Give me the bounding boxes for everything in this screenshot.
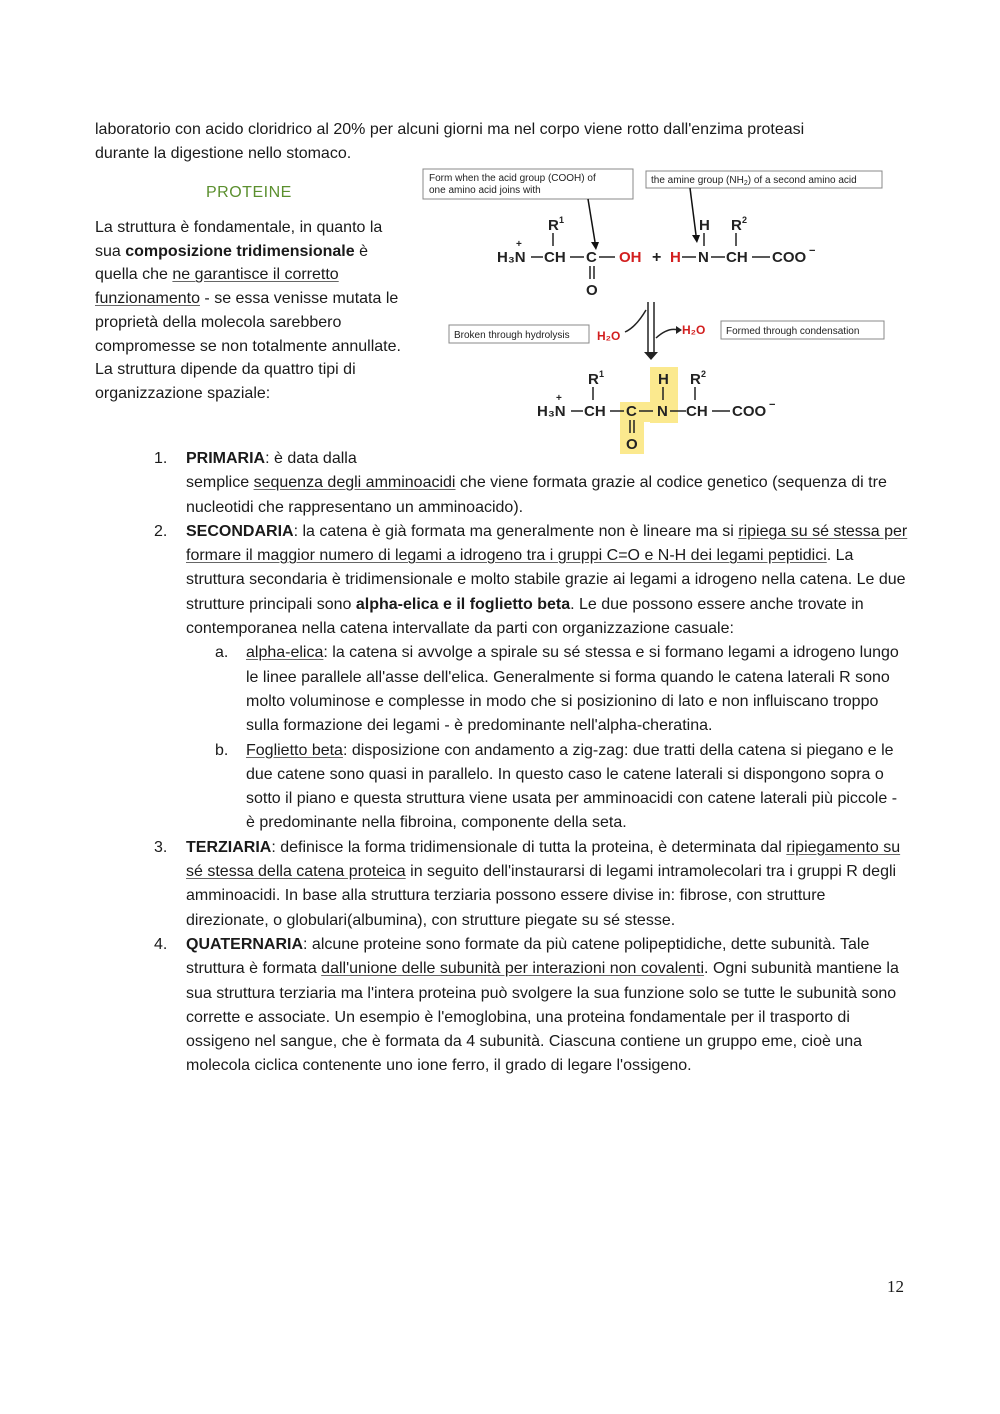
svg-text:CH: CH (686, 403, 708, 420)
svg-text:1: 1 (599, 369, 605, 379)
side-text-1: La struttura è fondamentale, in quanto la sua (95, 219, 383, 260)
list-text: . La struttura secondaria è tridimensionale e molto stabile grazie ai legami a idrogeno nella catena. Le due strutture principali sono (186, 547, 906, 613)
water-left: H₂O (597, 329, 621, 343)
svg-text:H: H (658, 371, 669, 388)
page-number: 12 (887, 1277, 904, 1296)
underlined-text: dall'unione delle subunità per interazioni non covalenti (321, 960, 705, 978)
svg-text:+: + (516, 239, 522, 250)
side-underline-1: ne garantisce il corretto funzionamento (95, 266, 339, 308)
svg-text:+: + (556, 393, 562, 404)
underlined-text: alpha-elica (246, 644, 324, 662)
structure-title: SECONDARIA (186, 522, 294, 540)
svg-text:H₃N: H₃N (537, 403, 566, 420)
svg-text:R: R (548, 217, 559, 234)
condensation-label-box (721, 321, 884, 339)
sublist-letter: a. (215, 644, 229, 662)
list-item-quaternaria (95, 933, 910, 1079)
svg-text:C: C (586, 249, 597, 266)
svg-text:R: R (690, 371, 701, 388)
sublist-letter: b. (215, 741, 229, 759)
side-text-3: - se essa venisse mutata le proprietà della molecola sarebbero compromesse se non totalmente annullate. La struttura dipende da quattro tipi di organizzazione spaziale: (95, 290, 401, 402)
list-item-terziaria (95, 836, 910, 933)
list-text: : la catena è già formata ma generalmente non è lineare ma si (293, 522, 739, 540)
side-bold-1: composizione tridimensionale (125, 242, 355, 260)
reactant-1 (497, 215, 642, 299)
svg-text:−: − (769, 399, 776, 411)
plus-sign: + (652, 249, 662, 266)
svg-text:CH: CH (584, 403, 606, 420)
svg-text:Formed through condensation: Formed through condensation (726, 326, 860, 337)
list-text: in seguito dell'instaurarsi di legami intramolecolari tra i gruppi R degli amminoacidi. In base alla struttura terziaria possono essere divise in: fibrose, con strutture direzionate, o globulari(albumina), con strutture piegate su sé stesse. (186, 863, 897, 929)
equilibrium-arrows-icon (625, 302, 682, 360)
structure-list (95, 447, 910, 1079)
bold-text: alpha-elica e il foglietto beta (355, 595, 571, 613)
side-paragraph (95, 216, 405, 406)
list-number: 3. (154, 838, 168, 856)
list-text: . Ogni subunità mantiene la sua struttura terziaria ma l'intera proteina può svolgere la sua funzione solo se tutte le subunità sono corrette e associate. Un esempio è l'emoglobina, una proteina fondamentale per il trasporto di ossigeno nel sangue, che è formata da 4 subunità. Ciascuna contiene un gruppo eme, cioè una molecola ciclica contenente uno ione ferro, il grado di legare l'ossigeno. (186, 960, 899, 1075)
underlined-text: Foglietto beta (246, 741, 343, 759)
cooh-label-line-2: one amino acid joins with (429, 185, 541, 196)
peptide-bond-diagram (420, 162, 900, 454)
side-text-2: è quella che (95, 242, 368, 284)
structure-title: TERZIARIA (186, 838, 272, 856)
svg-text:R: R (588, 371, 599, 388)
svg-text:H: H (699, 217, 710, 234)
structure-title: PRIMARIA (186, 450, 266, 467)
structure-title: QUATERNARIA (186, 935, 304, 953)
list-text: . Le due possono essere anche trovate in contemporanea nella catena intervallate da parti con organizzazione casuale: (186, 595, 864, 638)
underlined-text: sequenza degli amminoacidi (253, 474, 456, 492)
section-heading: PROTEINE (206, 184, 292, 201)
svg-text:Broken through hydrolysis: Broken through hydrolysis (454, 330, 570, 341)
svg-text:H: H (670, 249, 681, 266)
list-number: 1. (154, 450, 168, 467)
hydrolysis-label-box (449, 325, 589, 343)
cooh-label-box (423, 169, 633, 199)
underlined-text: ripiega su sé stessa per formare il maggior numero di legami a idrogeno tra i gruppi C=O e N-H dei legami peptidici (186, 522, 908, 565)
svg-text:O: O (586, 282, 598, 299)
svg-text:H₃N: H₃N (497, 249, 526, 266)
svg-text:2: 2 (701, 369, 707, 379)
cooh-label-line-1: Form when the acid group (COOH) of (429, 173, 596, 184)
svg-text:CH: CH (726, 249, 748, 266)
svg-text:O: O (626, 436, 638, 453)
underlined-text: ripiegamento su sé stessa della catena proteica (186, 838, 901, 881)
svg-text:COO: COO (772, 249, 807, 266)
svg-text:COO: COO (732, 403, 767, 420)
reactant-2 (670, 215, 815, 266)
list-text: : la catena si avvolge a spirale su sé stessa e si formano legami a idrogeno lungo le linee parallele all'asse dell'elica. Generalmente si forma quando le catena laterali R sono molto voluminose e complesse in modo che si posizionino di lato e non influiscano troppo sulla formazione dei legami - è predominante nell'alpha-cheratina. (246, 644, 899, 735)
svg-text:N: N (698, 249, 709, 266)
list-item-primaria (95, 447, 910, 520)
secondary-sublist (186, 641, 910, 835)
amine-label-box (646, 171, 882, 188)
svg-text:2: 2 (742, 215, 748, 225)
list-item-secondaria (95, 520, 910, 836)
water-right: H₂O (682, 323, 706, 337)
svg-text:C: C (626, 403, 637, 420)
intro-line-2: durante la digestione nello stomaco. (95, 145, 352, 162)
list-text: : disposizione con andamento a zig-zag: due tratti della catena si piegano e le due catene sono quasi in parallelo. In questo caso le catene laterali si dispongono sopra o sotto il piano e questa struttura viene usata per amminoacidi con catene laterali più piccole - è predominante nella fibroina, componente della seta. (246, 741, 898, 832)
sublist-item-beta (186, 739, 910, 836)
svg-text:R: R (731, 217, 742, 234)
svg-text:1: 1 (559, 215, 565, 225)
svg-text:N: N (657, 403, 668, 420)
amine-arrow (690, 188, 696, 235)
svg-text:CH: CH (544, 249, 566, 266)
intro-line-1: laboratorio con acido cloridrico al 20% per alcuni giorni ma nel corpo viene rotto dall'enzima proteasi (95, 121, 805, 138)
list-number: 4. (154, 935, 168, 953)
list-text: : alcune proteine sono formate da più catene polipeptidiche, dette subunità. Tale struttura è formata (186, 935, 870, 978)
cooh-arrow (588, 199, 595, 242)
list-text: : definisce la forma tridimensionale di tutta la proteina, è determinata dal (271, 838, 787, 856)
list-text: che viene formata grazie al codice genetico (sequenza di tre nucleotidi che rappresentano un amminoacido). (186, 474, 887, 516)
amine-label-text: the amine group $(NH_2)$ of a second amino acid (651, 175, 857, 187)
sublist-item-alpha (186, 641, 910, 738)
list-text: : è data dalla (265, 450, 357, 467)
svg-text:OH: OH (619, 249, 642, 266)
list-number: 2. (154, 522, 168, 540)
svg-text:−: − (809, 245, 816, 257)
list-text: semplice (186, 474, 254, 492)
